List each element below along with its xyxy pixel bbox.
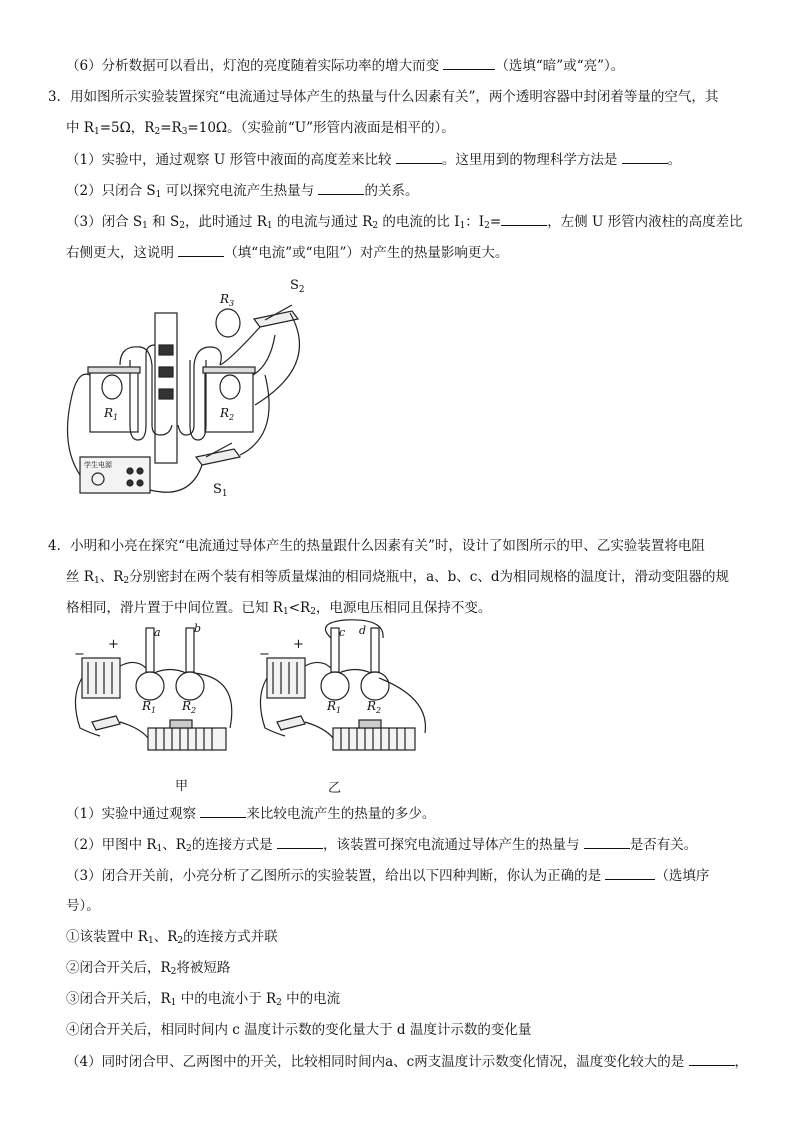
- label-a: a: [154, 626, 161, 639]
- label-r2: $R_2$: [367, 699, 382, 715]
- label-r2: $R_2$: [220, 406, 235, 422]
- q4-stem-line2: 丝 $R_1$、$R_2$分别密封在两个装有相等质量煤油的相同烧瓶中，a、b、c、d为相同规格的温度计，滑动变阻器的规: [66, 569, 730, 586]
- answer-blank[interactable]: [178, 242, 224, 257]
- q2-part6: （6）分析数据可以看出，灯泡的亮度随着实际功率的增大而变 （选填“暗”或“亮”）。: [66, 55, 624, 76]
- q4-part3: （3）闭合开关前，小亮分析了乙图所示的实验装置，给出以下四种判断，你认为正确的是 （选填序: [66, 865, 709, 886]
- label-r2: $R_2$: [182, 699, 197, 715]
- answer-blank[interactable]: [605, 865, 655, 880]
- answer-blank[interactable]: [501, 211, 547, 226]
- q4-figure-yi: [255, 618, 440, 778]
- q4-option3: ③闭合开关后，$R_1$ 中的电流小于 $R_2$ 中的电流: [66, 991, 341, 1008]
- label-minus: −: [74, 647, 85, 662]
- q3-part3: （3）闭合 $S_1$ 和 $S_2$，此时通过 $R_1$ 的电流与通过 $R_2$ 的电流的比 $I_1$：$I_2=$ ，左侧 U 形管内液柱的高度差比: [66, 211, 743, 236]
- answer-blank[interactable]: [318, 180, 364, 195]
- label-r1: $R_1$: [327, 699, 342, 715]
- label-c: c: [339, 626, 346, 639]
- thermometer-c: [331, 628, 339, 672]
- answer-blank[interactable]: [689, 1051, 735, 1066]
- label-r1: $R_1$: [142, 699, 157, 715]
- answer-blank[interactable]: [396, 149, 442, 164]
- answer-blank[interactable]: [277, 834, 323, 849]
- label-minus: −: [259, 647, 270, 662]
- rheostat: [333, 728, 415, 750]
- label-r3: $R_3$: [220, 292, 235, 308]
- flask-r2: [176, 672, 204, 700]
- q4-part1: （1）实验中通过观察 来比较电流产生的热量的多少。: [66, 803, 435, 824]
- label-r1: $R_1$: [104, 406, 119, 422]
- q3-stem-line2: 中 $R_1=5\Omega$，$R_2=R_3=10\Omega$。（实验前“U”形管内液面是相平的）。: [66, 120, 455, 137]
- answer-blank[interactable]: [622, 149, 668, 164]
- answer-blank[interactable]: [200, 803, 246, 818]
- q4-stem-line1: 4．小明和小亮在探究“电流通过导体产生的热量跟什么因素有关”时，设计了如图所示的甲、乙实验装置将电阻: [48, 538, 705, 554]
- q4-stem-line3: 格相同，滑片置于中间位置。已知 $R_1<R_2$，电源电压相同且保持不变。: [66, 600, 492, 617]
- container-left: [90, 370, 138, 432]
- label-s2: $S_2$: [290, 278, 305, 295]
- label-d: d: [359, 624, 367, 637]
- figure-caption-yi: 乙: [328, 781, 342, 796]
- label-plus: +: [293, 637, 304, 652]
- r2-bulb: [220, 375, 240, 399]
- thermometer-d: [371, 628, 379, 672]
- switch-s1: [196, 449, 240, 465]
- q4-option1: ①该装置中 $R_1$、$R_2$的连接方式并联: [66, 929, 278, 946]
- container-right: [205, 370, 253, 432]
- q3-stem-line1: 3．用如图所示实验装置探究“电流通过导体产生的热量与什么因素有关”，两个透明容器中封闭着等量的空气，其: [48, 89, 719, 105]
- q3-apparatus-figure: [60, 275, 320, 505]
- q4-option4: ④闭合开关后，相同时间内 c 温度计示数的变化量大于 d 温度计示数的变化量: [66, 1022, 532, 1038]
- u-tube-stand: [155, 313, 177, 463]
- q4-figure-jia: [70, 618, 245, 778]
- thermometer-a: [146, 628, 154, 672]
- q4-part2: （2）甲图中 $R_1$、$R_2$的连接方式是 ，该装置可探究电流通过导体产生的热量与 是否有关。: [66, 834, 697, 859]
- flask-r1: [136, 672, 164, 700]
- flask-r2: [361, 672, 389, 700]
- switch: [92, 716, 120, 730]
- answer-blank[interactable]: [443, 55, 495, 70]
- q3-part2: （2）只闭合 $S_1$ 可以探究电流产生热量与 的关系。: [66, 180, 418, 205]
- q4-part4: （4）同时闭合甲、乙两图中的开关，比较相同时间内a、c两支温度计示数变化情况，温度变化较大的是 ，: [66, 1051, 748, 1072]
- q4-option2: ②闭合开关后，$R_2$将被短路: [66, 960, 231, 977]
- label-power-supply: 学生电源: [84, 461, 112, 469]
- flask-r1: [321, 672, 349, 700]
- answer-blank[interactable]: [584, 834, 630, 849]
- q3-part1: （1）实验中，通过观察 U 形管中液面的高度差来比较 。这里用到的物理科学方法是 。: [66, 149, 681, 170]
- switch: [277, 716, 305, 730]
- rheostat: [148, 728, 226, 750]
- thermometer-b: [186, 628, 194, 672]
- q4-part3-cont: 号）。: [66, 898, 100, 914]
- r3-resistor: [216, 309, 240, 337]
- label-plus: +: [108, 637, 119, 652]
- label-s1: $S_1$: [213, 482, 228, 499]
- figure-caption-jia: 甲: [175, 779, 189, 794]
- q3-part3-cont: 右侧更大，这说明 （填“电流”或“电阻”）对产生的热量影响更大。: [66, 242, 508, 263]
- label-b: b: [194, 622, 202, 635]
- r1-bulb: [102, 375, 122, 399]
